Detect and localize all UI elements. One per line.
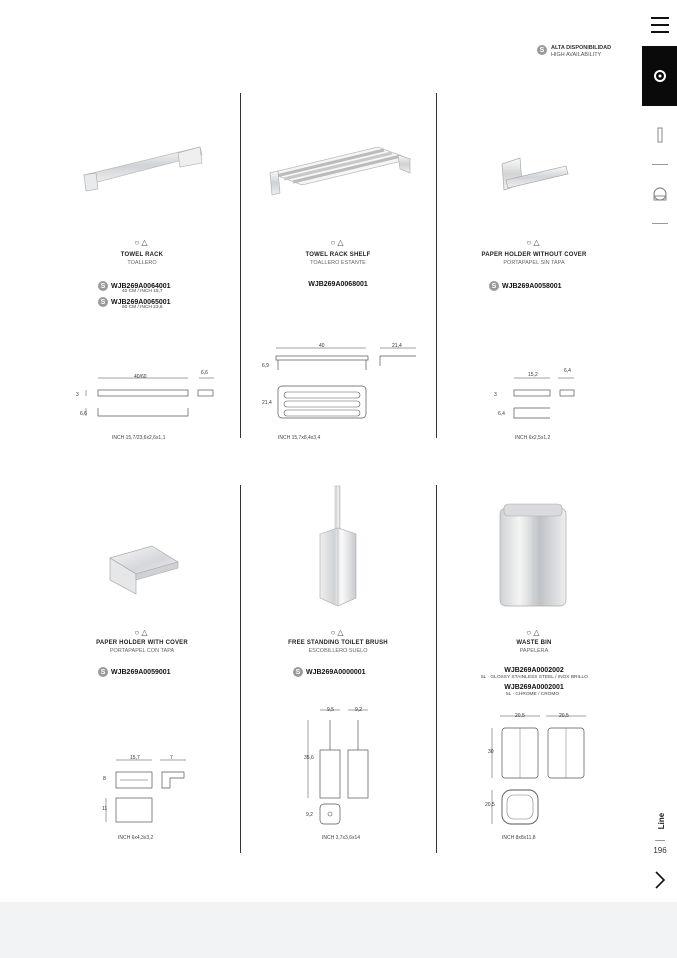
dimension-side: 6,6 [80,411,87,417]
footer-band [0,902,677,958]
availability-badge: S [98,297,108,307]
product-name: PAPER HOLDER WITHOUT COVER [481,252,587,258]
dimension-length: 15,7 [130,755,140,761]
availability-badge: S [537,45,547,55]
care-icons: ○△ [526,238,542,247]
availability-badge: S [489,281,499,291]
sidebar-item-thumb-1[interactable] [652,127,668,143]
product-subname: PAPELERA [519,648,549,654]
dimension-depth: 6,6 [201,370,208,376]
inch-dimensions: INCH 8x8x11,8 [502,835,536,841]
dimension-depth: 21,4 [392,343,402,349]
towel-rack-shelf-drawing [262,340,422,430]
care-icons: ○△ [330,628,346,637]
waste-bin-drawing [484,710,594,830]
dimension-side: 21,4 [262,400,272,406]
dimension-length: 20,5 [515,713,525,719]
dimension-side: 6,4 [498,411,505,417]
sidebar-divider [652,223,668,224]
product-subname: TOALLERO [127,260,157,266]
product-name: PAPER HOLDER WITH COVER [96,640,188,646]
care-icons: ○△ [330,238,346,247]
product-code [293,667,366,677]
product-code-text: WJB269A0064001 [111,282,171,290]
dimension-height: 35,6 [304,755,314,761]
availability-line-1: ALTA DISPONIBILIDAD [551,45,612,51]
product-name: TOWEL RACK [120,252,164,258]
care-icons: ○△ [134,628,150,637]
toilet-brush-photo [316,486,360,608]
dimension-height: 6,9 [262,363,269,369]
availability-badge: S [98,667,108,677]
sidebar-divider [652,164,668,165]
product-subname: PORTAPAPEL CON TAPA [109,648,175,654]
dimension-side: 9,2 [306,812,313,818]
inch-dimensions: INCH 6x2,5x1,2 [515,435,551,441]
product-code [489,281,562,291]
dimension-height: 3 [494,392,497,398]
product-code-text: WJB269A0058001 [502,282,562,290]
towel-rack-shelf-photo [266,143,412,197]
inch-dimensions: INCH 15,7/23,6x2,6x1,1 [112,435,166,441]
dimension-side: 11 [102,806,108,812]
sidebar-item-thumb-2[interactable] [652,186,668,202]
availability-badge: S [98,281,108,291]
dimension-height: 3 [76,392,79,398]
availability-legend [537,45,611,58]
product-code-text: WJB269A0065001 [111,298,171,306]
dimension-length: 40 [319,343,325,349]
next-page-button[interactable] [652,870,668,890]
inch-dimensions: INCH 15,7x8,4x3,4 [278,435,321,441]
column-divider [240,485,241,853]
waste-bin-photo [496,502,570,610]
inch-dimensions: INCH 6x4,3x3,2 [118,835,154,841]
product-code [436,684,632,691]
toilet-brush-drawing [300,704,390,830]
page-number: 196 [653,846,667,855]
product-code [240,281,436,288]
availability-line-2: HIGH AVAILABILITY [551,51,602,58]
product-code-text: WJB269A0002002 [504,667,564,674]
product-code-note: 60 CM / INCH 23,6 [122,305,163,310]
product-code-text: WJB269A0059001 [111,668,171,676]
dimension-height: 8 [103,776,106,782]
hamburger-menu-icon[interactable] [651,17,669,33]
paper-holder-photo [498,154,570,194]
product-subname: ESCOBILLERO SUELO [308,648,368,654]
product-code-note: 40 CM / INCH 15,7 [122,289,163,294]
paper-holder-cover-drawing [100,752,200,826]
paper-holder-cover-photo [106,544,180,596]
dimension-depth: 20,5 [559,713,569,719]
series-label: Line [656,812,666,830]
product-thumb-icon [652,186,668,202]
sidebar-item-active[interactable] [642,46,677,106]
towel-rack-photo [82,143,204,195]
paper-holder-drawing [490,370,580,426]
product-subname: TOALLERO ESTANTE [310,260,366,266]
dimension-side: 20,5 [485,802,495,808]
product-name: FREE STANDING TOILET BRUSH [288,640,388,646]
product-code-note: 5L · CHROME / CROMO [506,692,560,697]
product-code-text: WJB269A0000001 [306,668,366,676]
availability-badge: S [293,667,303,677]
circle-icon [653,69,667,83]
care-icons: ○△ [526,628,542,637]
product-code-text: WJB269A0068001 [308,281,368,288]
inch-dimensions: INCH 3,7x3,6x14 [322,835,361,841]
sidebar-divider [655,840,665,841]
product-thumb-icon [655,127,665,143]
dimension-length: 9,5 [327,707,334,713]
product-name: TOWEL RACK SHELF [305,252,371,258]
dimension-length: 15,2 [528,372,538,378]
product-subname: PORTAPAPEL SIN TAPA [503,260,565,266]
product-name: WASTE BIN [516,640,552,646]
care-icons: ○△ [134,238,150,247]
dimension-depth: 6,4 [564,368,571,374]
product-code [98,667,171,677]
product-code [436,667,632,674]
dimension-length: 40/60 [134,374,147,380]
dimension-depth: 7 [170,755,173,761]
dimension-depth: 9,2 [355,707,362,713]
product-code-note: 5L · GLOSSY STAINLESS STEEL / INOX BRILLO [481,675,588,680]
chevron-right-icon [652,870,668,890]
product-code-text: WJB269A0002001 [504,684,564,691]
dimension-height: 30 [488,749,494,755]
